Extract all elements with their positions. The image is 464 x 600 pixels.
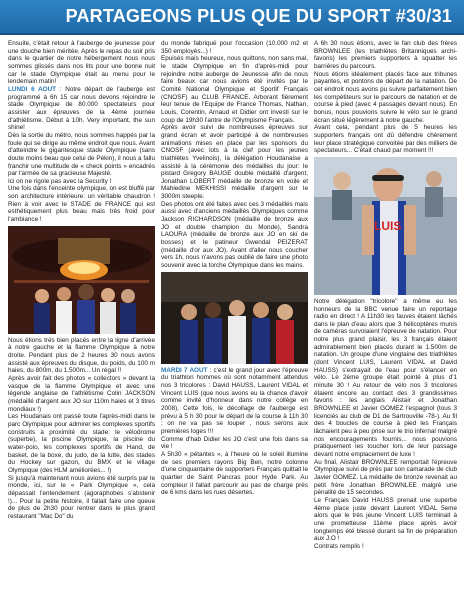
club-france-photo [161, 272, 308, 364]
paragraph: Nous étions très bien placés entre la ligne d'arrivée à notre gauche et la flamme Olympique à notre droite. Pendant plus de 2 heures 30 nous avons assisté aux épreuves du disque, du poids, du 100 m haies, du 800m, du 1.500m... Un régal !! [8, 336, 155, 375]
triathlete-photo [314, 157, 457, 295]
paragraph: du monde fabriqué pour l'occasion (10.000 m2 et 350 employés...) ! [161, 40, 308, 55]
paragraph: Dès la sortie du métro, nous sommes happés par la foule qui se dirige au même endroit que nous. Avant d'atteindre le gigantesque stade Olympique (sans doute moins beau que celui de Pékin), il nous a fallu franchir une multitude de « check points » encadrés par l'armée de sa gracieuse Majesté. [8, 131, 155, 178]
paragraph: Si jusqu'à maintenant nous avions été surpris par le monde, ici, sur le « Park Olympique », cela dépassait l'entendement (agoraphobes s'abstenir !)... Pour la petite histoire, il fallait faire une queue de plus de 2h30 pour rentrer dans le plus grand restaurant "Mac Do" du [8, 474, 155, 520]
column-3 [314, 40, 457, 596]
paragraph: MARDI 7 AOUT : c'est le grand jour avec l'épreuve du triathlon hommes où sont notamment attendus nos 3 tricolores : David HAUSS, Laurent VIDAL et Vincent LUIS (que nous avons eu la chance d'avoir comme invité d'honneur dans notre collège en 2008). Cette fois, le décollage de l'auberge est prévu à 5 h 30 pour le départ de la course à 11h 30 ; on ne va pas se louper , nous serons aux premières loges !!! [161, 366, 308, 435]
page-title: PARTAGEONS PLUS QUE DU SPORT #30/31 [65, 6, 452, 26]
athlete-bib-text: LUIS [374, 218, 402, 233]
paragraph: Nous étions idéalement placés face aux tribunes payantes, et pontons de départ de la natation. De cet endroit nous avons pu suivre parfaitement bien les compétiteurs sur le parcours de natation et de course à pied (avec 4 passages devant nous). En bonus, nous pouvions suivre le vélo sur le grand écran situé légèrement à notre gauche. [314, 70, 457, 124]
paragraph: Epuisés mais heureux, nous quittons, non sans mal, le stade Olympique en fin d'après-midi pour rejoindre notre auberge de Jeunesse afin de nous faire beaux car nous avions été invités par le Comité National Olympique et Sportif Français (CNOSF) au CLUB FRANCE. Arborant fièrement leur tenue de l'Equipe de France Thomas, Nathan, Louis, Corentin, Arnaud et Didier ont investi sur le coup de 19h30 l'antre de l'Olympisme Français. [161, 55, 308, 124]
paragraph: Au final, Alistair BROWNLEE remportait l'épreuve Olympique suivi de près par son camarade de club Javier GOMEZ. La médaille de bronze revenait au petit frère Jonathan BROWNLEE malgré une pénalité de 15 secondes. [314, 458, 457, 497]
paragraph: Comme d'hab Didier les JO c'est une fois dans sa vie ! [161, 435, 308, 451]
paragraph: Ici on ne rigole pas avec la Security ! [8, 177, 112, 185]
paragraph: Notre délégation "tricolore" a même eu les honneurs de la BBC venue faire un reportage radio en direct ! A 11h30 les fauves étaient lâchés dans le plan d'eau alors que 3 hélicoptères munis de caméras survolaient l'épreuve de natation. Pour notre plus grand plaisir, les 3 français étaient admirablement bien placés durant le 1.500m de natation. Un groupe d'une vingtaine des triathlètes (dont Vincent LUIS, Laurent VIDAL et David HAUSS) s'extrayait de l'eau pour s'élancer en vélo. Le 2ème groupe était pointé à plus d'1 minute 30 ! Au retour de vélo nos 3 tricolores étaient encore au contact des 3 grandissimes favoris : les anglais Alistair et Jonathan BROWNLEE et Javier GOMEZ l'espagnol (tous 3 licenciés au club de D1 de Sartrouville -78-). Au fil des 4 boucles de course à pied les Français lâchaient peu à peu prise sur le trio infernal malgré nos encouragements fournis... nous pouvions pratiquement les toucher lors de leur passage devant notre emplacement de luxe ! [314, 297, 457, 458]
date-heading: MARDI 7 AOUT [161, 366, 208, 374]
olympic-stadium-photo [8, 226, 155, 334]
paragraph: LUNDI 6 AOUT : Notre départ de l'auberge est programmé à 6h 15 car nous devons rejoindre le stade Olympique de 80.000 spectateurs pour assister aux épreuves de la 4ème journée d'athlétisme. Début à 10h. Very important, the sun shine! [8, 85, 155, 132]
paragraph: A 5h30 « pétantes », à l'heure où le soleil illumine de ses premiers rayons Big Ben, notre colonne d'une cinquantaine de supporters Français quittait le quartier de Saint Pancras pour Hyde Park. Au compteur il fallait parcourir au pas de charge près de 6 kms dans les rues désertes. [161, 450, 308, 497]
paragraph: Après avoir suivi de nombreuses épreuves sur grand écran et avoir participé à de nombreuses animations mises en place par les sponsors du CNOSF (avec lots à la clef pour les jeunes triathlètes Yvelinois), la délégation Houdanaise a assisté à la cérémonie des médailles du jour: le pistard Gregory BAUGE double médaillé d'argent, Jonathan LOBERT médaille de bronze en voile et Mahiedine MEKHISSI médaille d'argent sur le 3000m steeple. [161, 124, 308, 201]
header-bar [0, 0, 464, 35]
paragraph: A 6h 30 nous étions, avec le fan club des frères BROWNLEE (les triathlètes Britanniques archi- favoris) les premiers supporters à squatter les barrières du parcours. [314, 40, 457, 70]
column-1 [8, 40, 155, 596]
paragraph: Après avoir fait des photos « collectors » devant la vasque de la flamme Olympique et avec une légende anglaise de l'athlétisme Colin JACKSON (médaillé d'argent aux JO sur 110m haies et 3 titres mondiaux !) [8, 375, 155, 413]
paragraph: Des photos ont été faites avec ces 3 médaillés mais aussi avec d'anciens médaillés Olympiques comme Jackson RICHARDSON (médaille de bronze aux JO et double champion du Monde), Sandra LAOURA (médaille de bronze aux JO en ski de bosses) et le patineur Gwendal PEIZERAT (médaille d'or aux JO). Avant d'aller nous coucher vers 1h, nous n'avons pas oublié de faire une photo souvenir avec la torche Olympique dans les mains. [161, 200, 308, 270]
paragraph: Contrats remplis ! [314, 542, 364, 550]
paragraph: Le Français David HAUSS prenait une superbe 4ème place juste devant Laurent VIDAL 5eme alors que le très jeune Vincent LUIS terminait à une prometteuse 11ème place après avoir longtemps été blessé durant sa fin de préparation aux J.O ! [314, 496, 457, 543]
paragraph: Une fois dans l'enceinte olympique, on est bluffé par son architecture intérieure: un véritable chaudron ! Rien à voir avec le STADE de FRANCE qui est esthétiquement plus beau mais très froid pour l'ambiance ! [8, 185, 155, 224]
paragraph: Avant cela, pendant plus de 5 heures les supporters français ont dû défendre chèrement leur place stratégique convoitée par des milliers de spectateurs... C'était chaud par moment !!! [314, 124, 457, 155]
date-heading: LUNDI 6 AOUT [8, 85, 57, 93]
paragraph: Les Houdanais ont passé toute l'après-midi dans le parc Olympique pour admirer les complexes sportifs construits à proximité du stade: le vélodrome (superbe), la piscine Olympique, la piscine du water-polo, les complexes sportifs de Hand, de basket, de la boxe, du judo, de la lutte, des stades du Hockey sur gazon, du BMX et le village Olympique (des HLM améliorées... !) [8, 413, 155, 474]
column-2 [161, 40, 308, 596]
paragraph: Ensuite, c'était retour à l'auberge de jeunesse pour une douche bien méritée. Après le repas du soir pris dans le quartier de notre hébergement nous nous sommes glissés dans nos lits pour une bonne nuit car le stade Olympique était au menu pour le lendemain matin! [8, 40, 155, 86]
